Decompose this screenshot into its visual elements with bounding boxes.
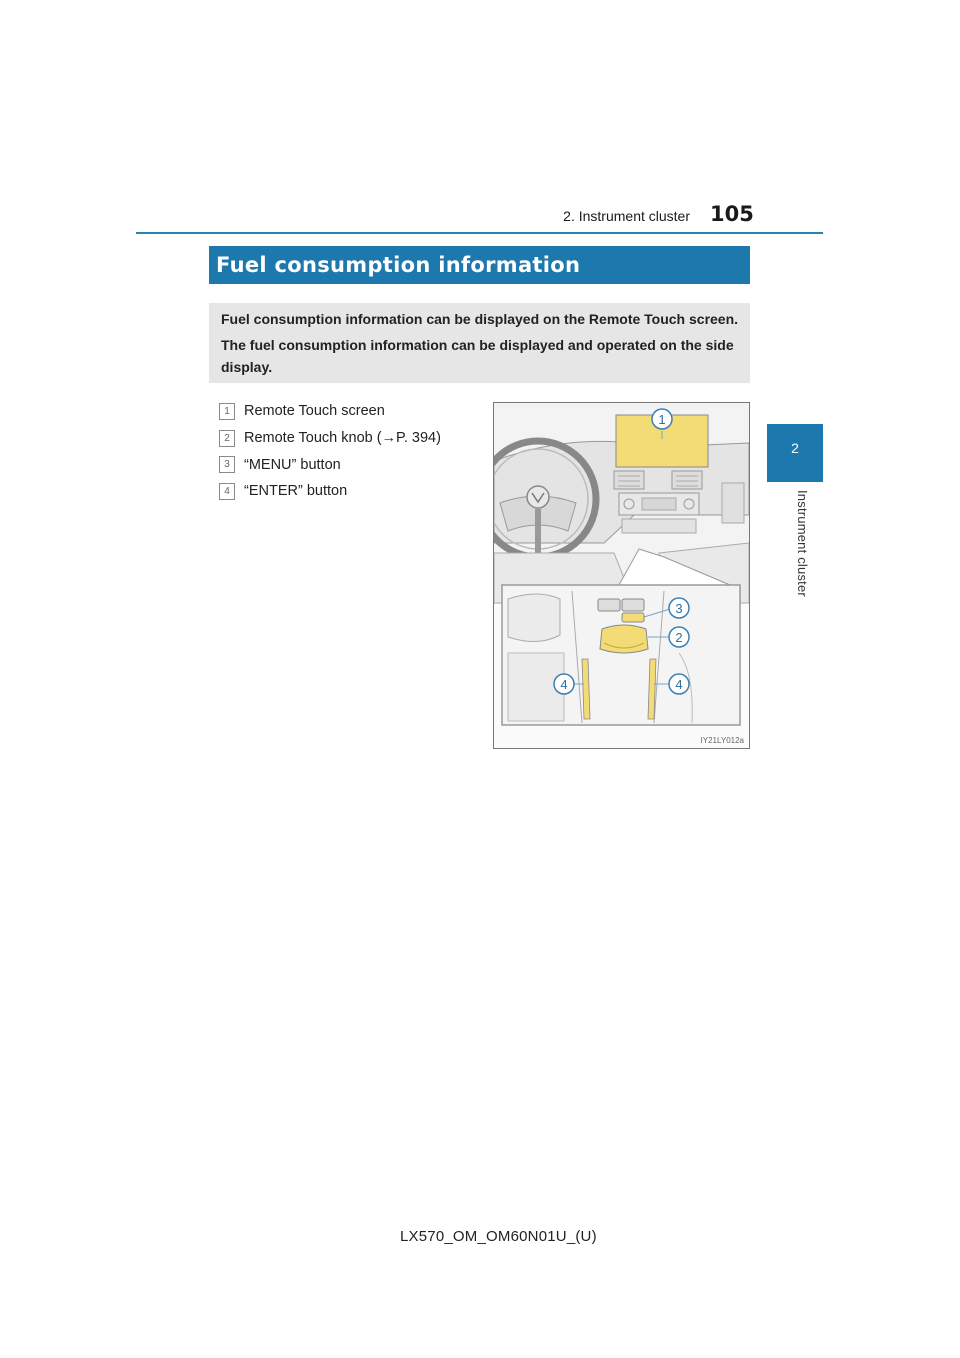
callout-3: 3 bbox=[675, 601, 683, 616]
figure-code: IY21LY012a bbox=[700, 736, 744, 745]
page-number: 105 bbox=[710, 202, 754, 226]
callout-2: 2 bbox=[675, 630, 683, 645]
figure-legend bbox=[219, 398, 479, 505]
legend-number: 4 bbox=[219, 483, 235, 500]
intro-line-2: The fuel consumption information can be displayed and operated on the side display. bbox=[221, 337, 734, 375]
legend-item bbox=[219, 398, 479, 425]
dashboard-drawing bbox=[494, 403, 749, 748]
header-rule bbox=[136, 232, 823, 234]
legend-number: 2 bbox=[219, 430, 235, 447]
legend-item bbox=[219, 425, 479, 452]
callout-4-left: 4 bbox=[560, 677, 568, 692]
legend-item bbox=[219, 451, 479, 478]
legend-text: “MENU” button bbox=[244, 456, 341, 473]
legend-number: 3 bbox=[219, 456, 235, 473]
intro-line-1: Fuel consumption information can be displayed on the Remote Touch screen. bbox=[221, 311, 739, 327]
legend-text: Remote Touch knob (→P. 394) bbox=[244, 430, 441, 447]
legend-item bbox=[219, 478, 479, 505]
manual-code: LX570_OM_OM60N01U_(U) bbox=[400, 1228, 597, 1245]
legend-text: “ENTER” button bbox=[244, 483, 348, 500]
legend-number: 1 bbox=[219, 403, 235, 420]
chapter-tab-number: 2 bbox=[791, 440, 799, 456]
chapter-tab-label: Instrument cluster bbox=[795, 490, 810, 597]
section-title: Fuel consumption information bbox=[209, 246, 750, 284]
chapter-title: 2. Instrument cluster bbox=[563, 208, 690, 224]
chapter-tab[interactable] bbox=[767, 424, 823, 482]
legend-text: Remote Touch screen bbox=[244, 403, 385, 420]
callout-4-right: 4 bbox=[675, 677, 683, 692]
intro-box bbox=[209, 303, 750, 383]
callout-1: 1 bbox=[658, 412, 666, 427]
dashboard-illustration bbox=[493, 402, 750, 749]
